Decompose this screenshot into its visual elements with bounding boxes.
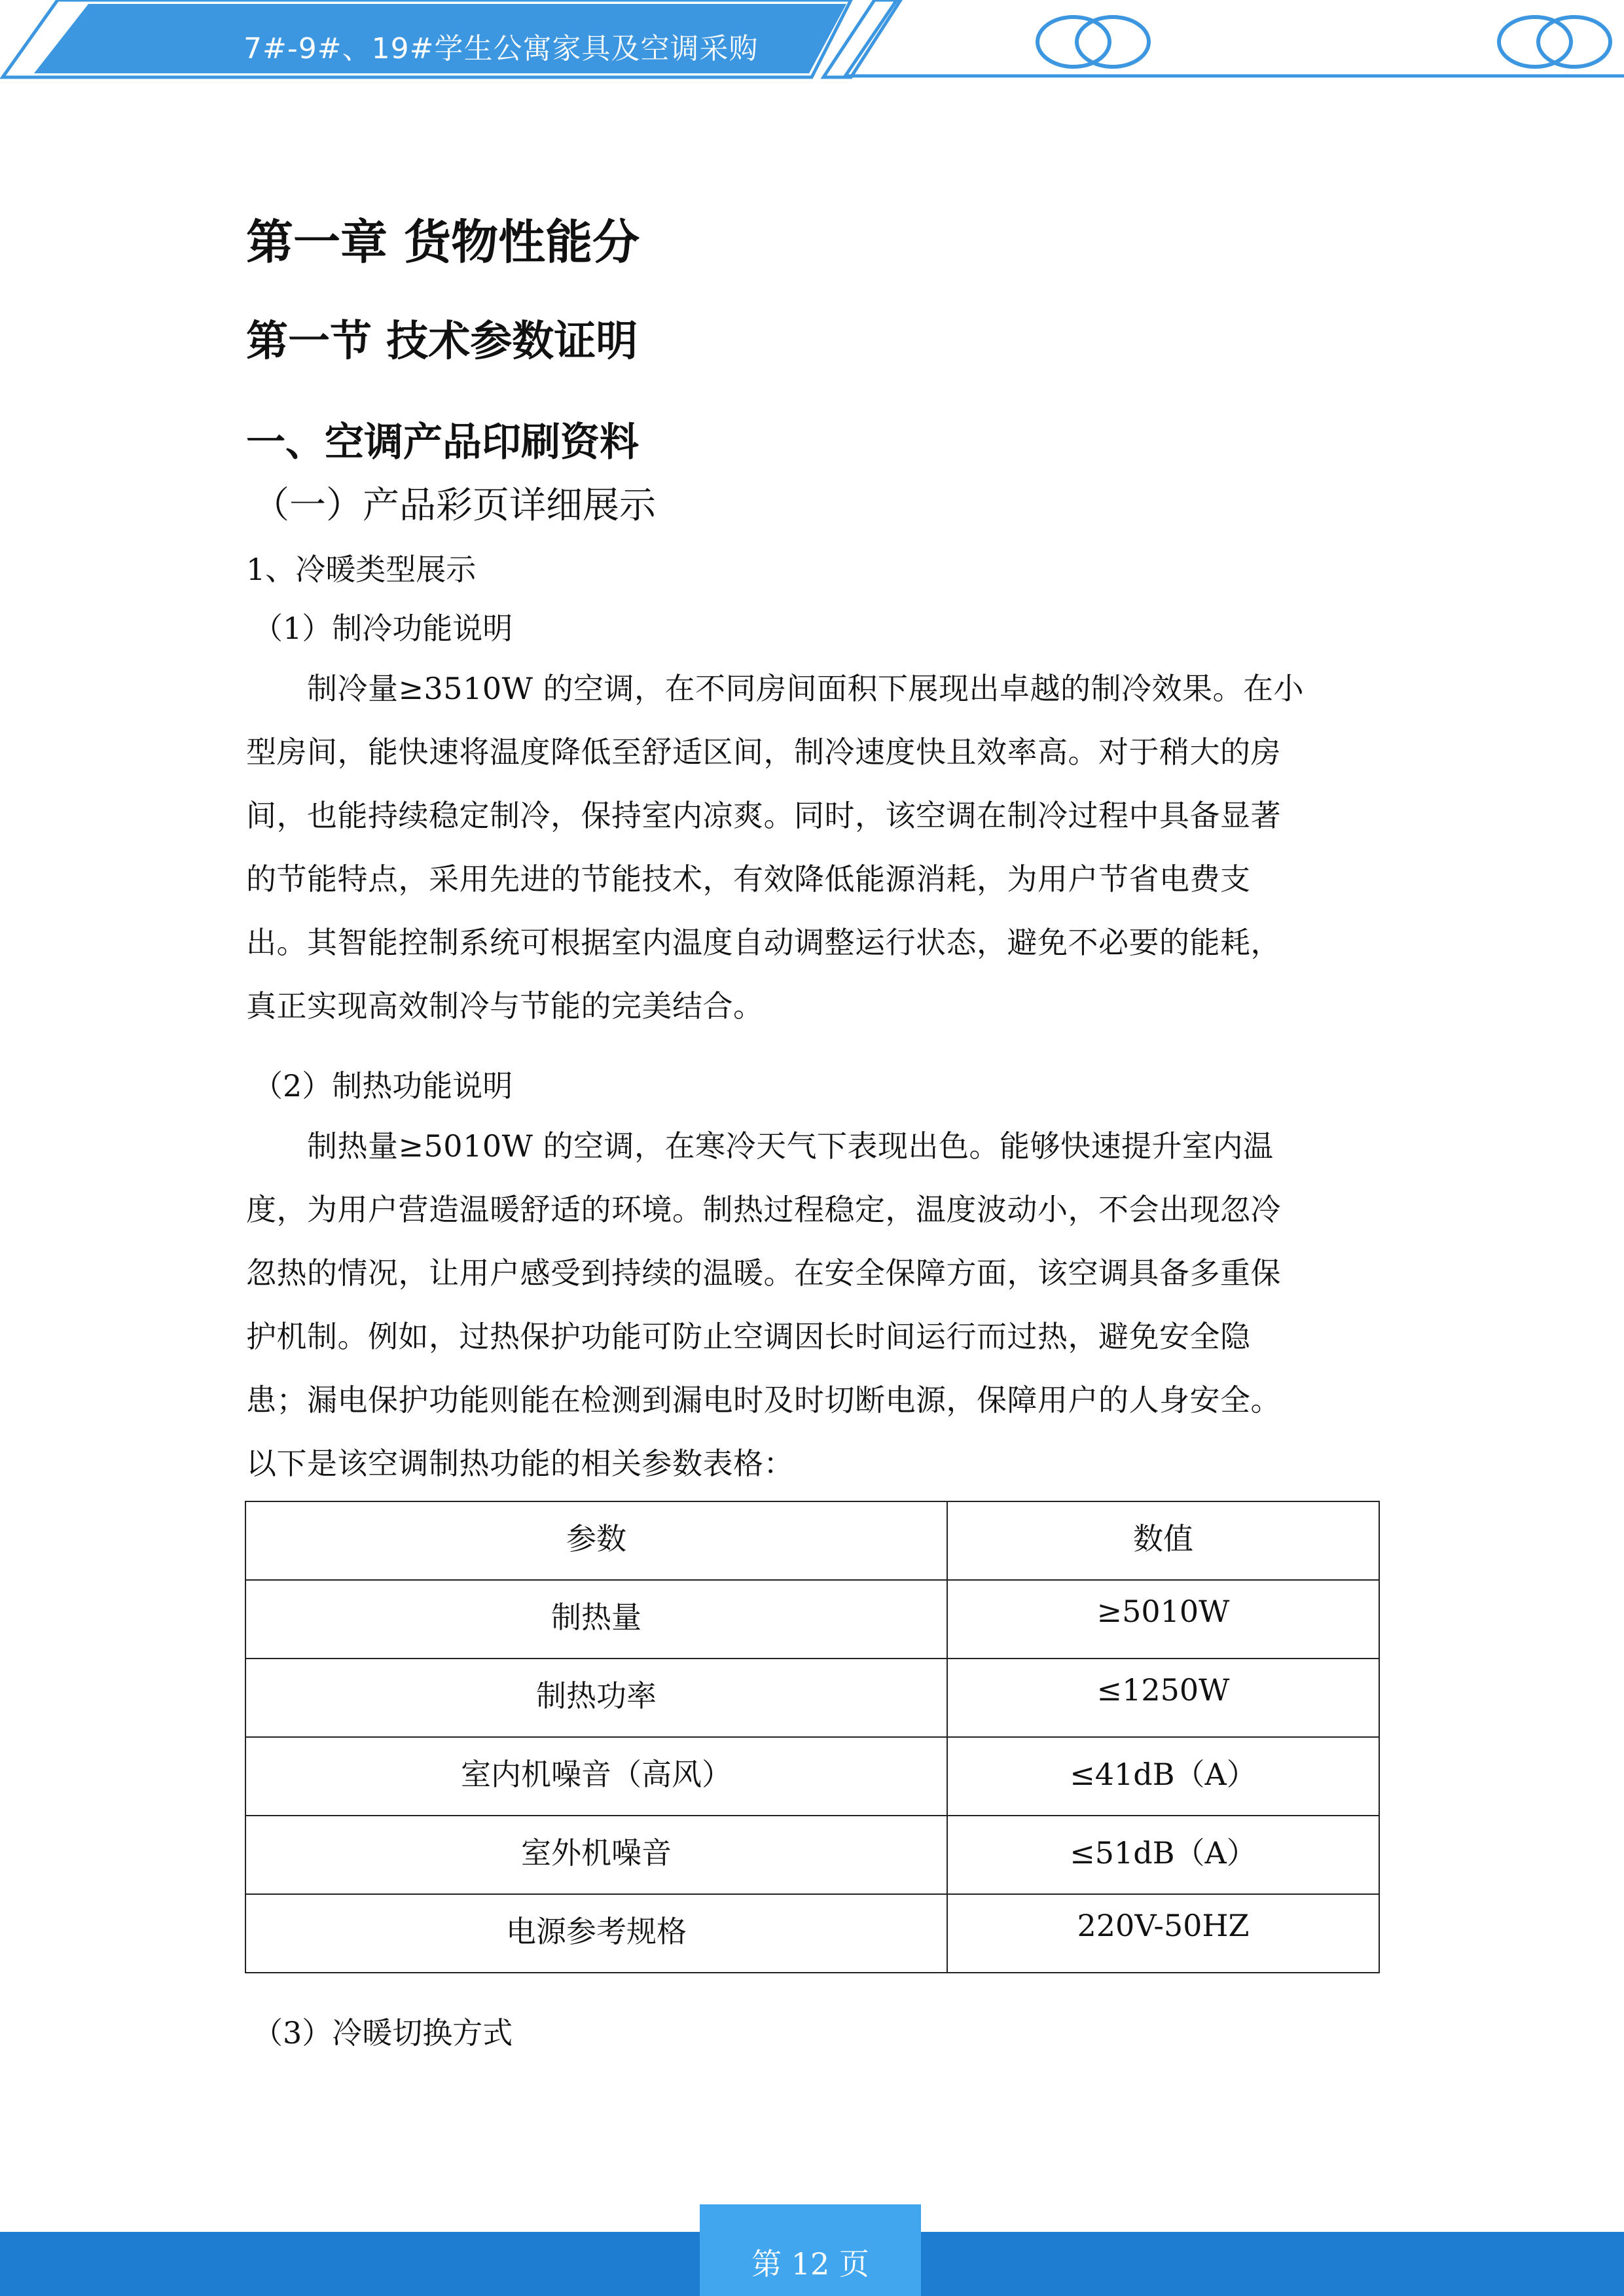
header-title: 7#-9#、19#学生公寓家具及空调采购 — [244, 32, 759, 65]
table-header-row — [245, 1501, 1379, 1580]
cooling-title: （1）制冷功能说明 — [253, 611, 513, 646]
item-heading: 1、冷暖类型展示 — [246, 552, 477, 587]
page-number: 第 12 页 — [751, 2246, 869, 2282]
paragraph-line: 真正实现高效制冷与节能的完美结合。 — [246, 988, 764, 1024]
table-cell: ≤1250W — [947, 1659, 1379, 1737]
table-header-cell: 数值 — [947, 1501, 1379, 1580]
paragraph-line: 制热量≥5010W 的空调，在寒冷天气下表现出色。能够快速提升室内温 — [246, 1128, 1274, 1164]
subsubsection-heading: （一）产品彩页详细展示 — [253, 484, 656, 527]
table-row — [245, 1816, 1379, 1894]
paragraph-line: 间，也能持续稳定制冷，保持室内凉爽。同时，该空调在制冷过程中具备显著 — [246, 798, 1281, 833]
table-cell: ≥5010W — [947, 1580, 1379, 1659]
heating-title: （2）制热功能说明 — [253, 1068, 513, 1103]
switch-title: （3）冷暖切换方式 — [253, 2015, 513, 2051]
paragraph-line: 忽热的情况，让用户感受到持续的温暖。在安全保障方面，该空调具备多重保 — [246, 1255, 1281, 1291]
paragraph-line: 以下是该空调制热功能的相关参数表格： — [246, 1446, 794, 1481]
table-row — [245, 1894, 1379, 1973]
table-cell: 室外机噪音 — [245, 1816, 947, 1894]
table-row — [245, 1659, 1379, 1737]
table-cell: ≤51dB（A） — [947, 1816, 1379, 1894]
table-header-cell: 参数 — [245, 1501, 947, 1580]
table-cell: 室内机噪音（高风） — [245, 1737, 947, 1816]
section-heading: 第一节 技术参数证明 — [246, 317, 638, 366]
paragraph-line: 的节能特点，采用先进的节能技术，有效降低能源消耗，为用户节省电费支 — [246, 861, 1251, 897]
table-cell: 电源参考规格 — [245, 1894, 947, 1973]
paragraph-line: 型房间，能快速将温度降低至舒适区间，制冷速度快且效率高。对于稍大的房 — [246, 734, 1281, 770]
paragraph-line: 制冷量≥3510W 的空调，在不同房间面积下展现出卓越的制冷效果。在小 — [246, 671, 1305, 706]
double-ring-logo-icon-right — [1499, 17, 1610, 67]
table-cell: 220V-50HZ — [947, 1894, 1379, 1973]
paragraph-line: 护机制。例如，过热保护功能可防止空调因长时间运行而过热，避免安全隐 — [246, 1319, 1251, 1354]
paragraph-line: 患；漏电保护功能则能在检测到漏电时及时切断电源，保障用户的人身安全。 — [246, 1382, 1281, 1418]
paragraph-line: 出。其智能控制系统可根据室内温度自动调整运行状态，避免不必要的能耗， — [246, 925, 1281, 960]
double-ring-logo-icon — [1038, 17, 1149, 67]
subsection-heading: 一、空调产品印刷资料 — [246, 420, 639, 465]
heating-params-table — [245, 1501, 1380, 1973]
table-cell: ≤41dB（A） — [947, 1737, 1379, 1816]
chapter-heading: 第一章 货物性能分 — [246, 215, 640, 270]
table-cell: 制热量 — [245, 1580, 947, 1659]
table-row — [245, 1580, 1379, 1659]
table-row — [245, 1737, 1379, 1816]
paragraph-line: 度，为用户营造温暖舒适的环境。制热过程稳定，温度波动小，不会出现忽冷 — [246, 1192, 1281, 1227]
table-cell: 制热功率 — [245, 1659, 947, 1737]
